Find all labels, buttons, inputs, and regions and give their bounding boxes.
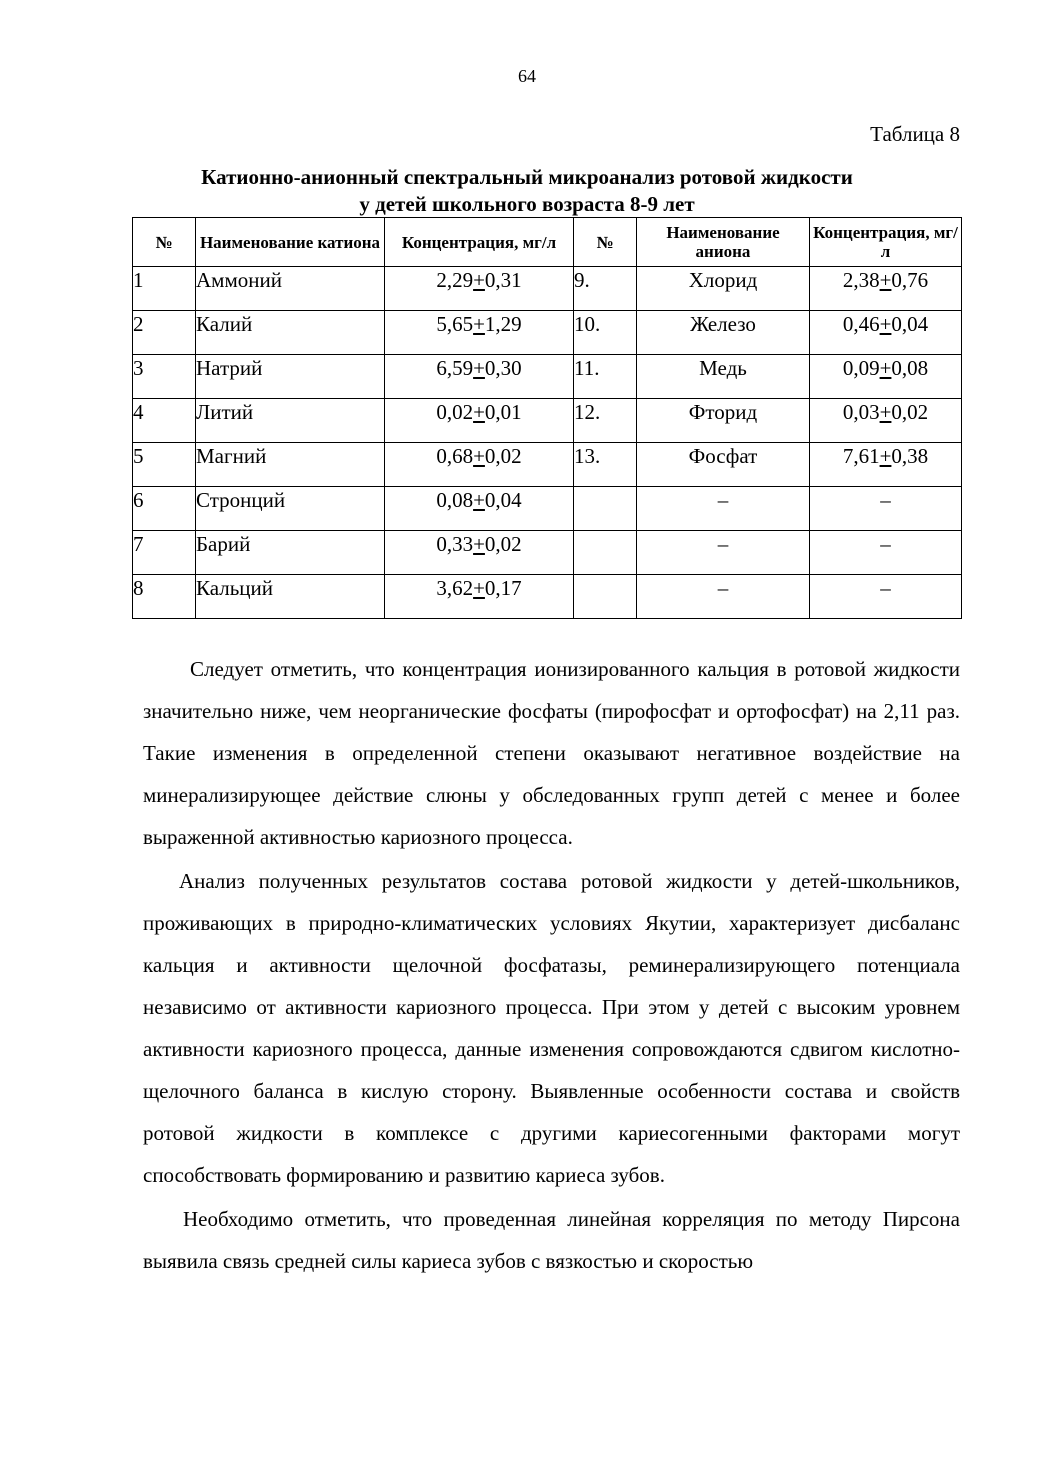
anion-concentration-cell <box>810 531 962 575</box>
plus-minus-sign: + <box>473 268 485 292</box>
table-row <box>133 531 962 575</box>
cation-number: 2 <box>133 312 144 336</box>
paragraph-3: Необходимо отметить, что проведенная линейная корреляция по методу Пирсона выявила связь средней силы кариеса зубов с вязкостью и скоростью <box>143 1207 960 1273</box>
cation-mean: 0,08 <box>436 488 474 512</box>
cation-number: 5 <box>133 444 144 468</box>
plus-minus-sign: + <box>473 356 485 380</box>
anion-mean: 7,61 <box>842 444 880 468</box>
cation-error: 0,31 <box>484 268 522 292</box>
cation-mean: 0,33 <box>436 532 474 556</box>
cation-name: Магний <box>196 444 267 468</box>
table-title-line-2: у детей школьного возраста 8-9 лет <box>359 192 695 216</box>
anion-name-cell <box>637 487 810 531</box>
anion-mean: 0,09 <box>842 356 880 380</box>
anion-number: 10. <box>574 312 601 336</box>
cation-mean: 0,02 <box>436 400 474 424</box>
cation-concentration-cell <box>385 487 574 531</box>
anion-concentration-cell <box>810 399 962 443</box>
cation-name: Натрий <box>196 356 263 380</box>
cation-name: Стронций <box>196 488 286 512</box>
anion-name-cell <box>637 443 810 487</box>
cation-name-cell <box>196 443 385 487</box>
table-header-row <box>133 218 962 267</box>
anion-name: – <box>717 532 729 556</box>
header-anion-name: Наименование аниона <box>637 218 810 267</box>
cation-mean: 6,59 <box>436 356 474 380</box>
anion-concentration-empty: – <box>880 532 891 556</box>
cation-name: Аммоний <box>196 268 282 292</box>
anion-name-cell <box>637 399 810 443</box>
cation-number-cell <box>133 311 196 355</box>
anion-number-cell <box>574 487 637 531</box>
ion-concentration-table <box>132 217 962 619</box>
cation-number-cell <box>133 267 196 311</box>
anion-name-cell <box>637 267 810 311</box>
paragraph-1: Следует отметить, что концентрация ионизированного кальция в ротовой жидкости значительно ниже, чем неорганические фосфаты (пирофосфат и ортофосфат) на 2,11 раз. Такие изменения в определенной степени оказывают негативное воздействие на минерализирующее действие слюны у обследованных групп детей с менее и более выраженной активностью кариозного процесса. <box>143 657 960 849</box>
plus-minus-sign: + <box>473 576 485 600</box>
anion-concentration-cell <box>810 487 962 531</box>
cation-name-cell <box>196 399 385 443</box>
anion-name: Железо <box>690 312 756 336</box>
plus-minus-sign: + <box>879 312 892 336</box>
cation-number: 8 <box>133 576 144 600</box>
cation-name: Литий <box>196 400 254 424</box>
anion-name: Медь <box>699 356 747 380</box>
plus-minus-sign: + <box>879 444 892 468</box>
table-title <box>132 164 922 218</box>
header-anion-number: № <box>574 218 637 267</box>
cation-name-cell <box>196 487 385 531</box>
anion-concentration-cell <box>810 355 962 399</box>
cation-name-cell <box>196 575 385 619</box>
plus-minus-sign: + <box>879 356 892 380</box>
anion-concentration-empty: – <box>880 576 891 600</box>
cation-error: 1,29 <box>484 312 522 336</box>
cation-mean: 2,29 <box>436 268 474 292</box>
cation-concentration-cell <box>385 311 574 355</box>
cation-number: 6 <box>133 488 144 512</box>
cation-concentration-cell <box>385 443 574 487</box>
cation-number-cell <box>133 575 196 619</box>
anion-number: 11. <box>574 356 600 380</box>
cation-concentration-cell <box>385 575 574 619</box>
cation-number: 7 <box>133 532 144 556</box>
anion-error: 0,38 <box>891 444 929 468</box>
plus-minus-sign: + <box>879 400 892 424</box>
cation-name: Калий <box>196 312 253 336</box>
cation-error: 0,04 <box>484 488 522 512</box>
anion-mean: 2,38 <box>842 268 880 292</box>
plus-minus-sign: + <box>879 268 892 292</box>
anion-name: Фторид <box>688 400 758 424</box>
header-cation-name: Наименование катиона <box>196 218 385 267</box>
anion-name-cell <box>637 531 810 575</box>
anion-number-cell <box>574 443 637 487</box>
cation-error: 0,17 <box>484 576 522 600</box>
anion-mean: 0,46 <box>842 312 880 336</box>
cation-number-cell <box>133 399 196 443</box>
table-title-line-1: Катионно-анионный спектральный микроанализ ротовой жидкости <box>201 165 853 189</box>
table-row <box>133 575 962 619</box>
anion-name: – <box>717 488 729 512</box>
cation-number-cell <box>133 443 196 487</box>
anion-concentration-cell <box>810 575 962 619</box>
header-cation-number: № <box>133 218 196 267</box>
anion-number-cell <box>574 399 637 443</box>
anion-number: 12. <box>574 400 601 424</box>
cation-name-cell <box>196 311 385 355</box>
anion-concentration-cell <box>810 311 962 355</box>
anion-mean: 0,03 <box>842 400 880 424</box>
cation-concentration-cell <box>385 399 574 443</box>
anion-concentration-cell <box>810 267 962 311</box>
table-row <box>133 399 962 443</box>
cation-concentration-cell <box>385 267 574 311</box>
cation-error: 0,02 <box>484 532 522 556</box>
anion-error: 0,76 <box>891 268 929 292</box>
page-number: 64 <box>518 66 536 86</box>
plus-minus-sign: + <box>473 532 485 556</box>
anion-number-cell <box>574 355 637 399</box>
anion-number-cell <box>574 531 637 575</box>
cation-number: 1 <box>133 268 144 292</box>
anion-name: Хлорид <box>688 268 758 292</box>
table-row <box>133 267 962 311</box>
cation-number-cell <box>133 487 196 531</box>
anion-number: 9. <box>574 268 590 292</box>
cation-mean: 5,65 <box>436 312 474 336</box>
cation-concentration-cell <box>385 355 574 399</box>
cation-name: Барий <box>196 532 251 556</box>
plus-minus-sign: + <box>473 312 485 336</box>
cation-name: Кальций <box>196 576 274 600</box>
anion-error: 0,04 <box>891 312 929 336</box>
cation-concentration-cell <box>385 531 574 575</box>
cation-mean: 0,68 <box>436 444 474 468</box>
header-anion-concentration: Концентрация, мг/л <box>810 218 962 267</box>
table-row <box>133 355 962 399</box>
anion-concentration-cell <box>810 443 962 487</box>
cation-name-cell <box>196 355 385 399</box>
body-text <box>143 648 960 1282</box>
table-row <box>133 443 962 487</box>
plus-minus-sign: + <box>473 488 485 512</box>
table-row <box>133 487 962 531</box>
cation-name-cell <box>196 267 385 311</box>
paragraph-2: Анализ полученных результатов состава ротовой жидкости у детей-школьников, проживающих в природно-климатических условиях Якутии, характеризует дисбаланс кальция и активности щелочной фосфатазы, реминерализирующего потенциала независимо от активности кариозного процесса. При этом у детей с высоким уровнем активности кариозного процесса, данные изменения сопровождаются сдвигом кислотно-щелочного баланса в кислую сторону. Выявленные особенности состава и свойств ротовой жидкости в комплексе с другими кариесогенными факторами могут способствовать формированию и развитию кариеса зубов. <box>143 869 960 1187</box>
cation-error: 0,02 <box>484 444 522 468</box>
cation-number: 3 <box>133 356 144 380</box>
cation-mean: 3,62 <box>436 576 474 600</box>
cation-number-cell <box>133 355 196 399</box>
anion-name-cell <box>637 311 810 355</box>
anion-number: 13. <box>574 444 601 468</box>
anion-number-cell <box>574 267 637 311</box>
cation-number: 4 <box>133 400 144 424</box>
anion-name-cell <box>637 355 810 399</box>
anion-concentration-empty: – <box>880 488 891 512</box>
anion-number-cell <box>574 575 637 619</box>
table-row <box>133 311 962 355</box>
anion-number-cell <box>574 311 637 355</box>
plus-minus-sign: + <box>473 444 485 468</box>
anion-error: 0,08 <box>891 356 929 380</box>
anion-name: Фосфат <box>688 444 758 468</box>
table-label: Таблица 8 <box>870 122 960 146</box>
cation-error: 0,30 <box>484 356 522 380</box>
cation-error: 0,01 <box>484 400 522 424</box>
header-cation-concentration: Концентрация, мг/л <box>385 218 574 267</box>
anion-name: – <box>717 576 729 600</box>
cation-name-cell <box>196 531 385 575</box>
cation-number-cell <box>133 531 196 575</box>
anion-name-cell <box>637 575 810 619</box>
plus-minus-sign: + <box>473 400 485 424</box>
anion-error: 0,02 <box>891 400 929 424</box>
